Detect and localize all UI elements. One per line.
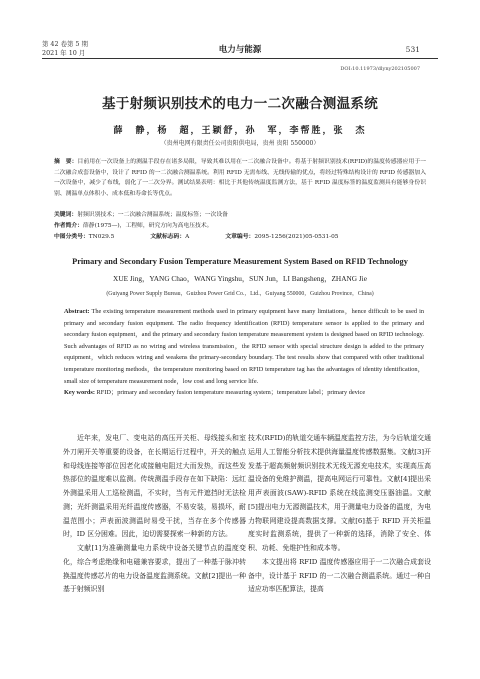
- english-authors: XUE Jing，YANG Chao，WANG Yingshu，SUN Jun，LI Bangsheng，ZHANG Jie: [113, 274, 367, 283]
- header-date: 2021 年 10 月: [42, 48, 86, 57]
- en-keywords-text: RFID；primary and secondary fusion temperature measuring system；temperature label；primary device: [96, 389, 366, 397]
- classification: [54, 232, 426, 243]
- author-info-text: 薛静(1975—)，工程师，研究方向为高电压技术。: [83, 223, 213, 229]
- article-number: 文章编号：2095-1256(2021)05-0531-05: [225, 234, 339, 240]
- chinese-abstract: [54, 157, 426, 199]
- header-divider: [42, 58, 438, 59]
- doi: DOI:10.11973/dlyny202105007: [340, 66, 420, 72]
- authors: 薛 静，杨 超，王颖舒，孙 军，李帮胜，张 杰: [113, 126, 367, 136]
- keywords-label: 关键词：: [54, 212, 78, 218]
- body-column-left: [63, 432, 246, 597]
- body-paragraph: 技术(RFID)的轨道交通车辆温度监控方法，为今后轨道交通运用人工智能分析技术提供海量温度传感数据集。文献[3]开发基于超高频射频识别技术无线无源充电技术，实现高压高温设备的免维护测温，提高电网运行可靠性。文献[4]提出采用声表面波(SAW)-RFID 系统在线监测变压器油温。文献[5]提出电力无源测温技术，用于测量电力设备的温度，为电力物联网建设提高数据支撑。文献[6]基于 RFID 开关柜温度实时监测系统，提供了一种新的选择，消除了安全、体积、功耗、免维护性和成本等。: [248, 434, 431, 552]
- en-abstract-text: The existing temperature measurement methods used in primary equipment have many limitations，hence difficult to be used in primary and secondary fusion equipment. The radio frequency identification (RFID) temperature sensor is applied to the primary and secondary fusion equipment，and the primary and secondary fusion temperature measurement system is designed based on RFID technology. Such advantages of RFID as no wiring and wireless transmission，the RFID sensor with special structure design is added to the primary equipment，which reduces wiring and weakens the primary-secondary boundary. The test results show that compared with other traditional temperature monitoring methods，the temperature monitoring based on RFID temperature tag has the advantages of identity identification，small size of temperature measurement node，low cost and long service life.: [64, 308, 424, 385]
- body-column-right: [248, 432, 431, 597]
- english-title: Primary and Secondary Fusion Temperature Measurement System Based on RFID Technology: [72, 257, 408, 266]
- en-keywords-label: Key words:: [64, 389, 95, 397]
- paper-title: 基于射频识别技术的电力一二次融合测温系统: [102, 96, 378, 112]
- body-paragraph: 近年来，发电厂、变电站的高压开关柜、母线接头和室外刀闸开关等重要的设备，在长期运行过程中，开关的触点和母线连接等部位因老化或接触电阻过大而发热，而这些发热部位的温度难以监测。传统测温手段存在如下缺陷：远红外测温采用人工巡检测温，不实时，当有元件遮挡时无法检测；光纤测温采用光纤温度传感器，不易安装，易损坏，耐温范围小；声表面波测温时易受干扰，当存在多个传感器时，ID 区分困难。因此，迫切需要探索一种新的方法。: [63, 434, 246, 539]
- document-code: 文献标志码：A: [150, 234, 190, 240]
- author-info: [54, 221, 426, 232]
- body-paragraph: 文献[1]为准确测量电力系统中设备关键节点的温度变化，综合考虑绝缘和电磁兼容要求，提出了一种基于脉冲转换温度传感芯片的电力设备温度监测系统。文献[2]提出一种基于射频识别: [63, 544, 246, 594]
- abstract-label: 摘 要：: [54, 159, 78, 165]
- keywords-text: 射频识别技术；一二次融合测温系统；温度标签；一次设备: [77, 212, 228, 218]
- body-paragraph: 本文提出将 RFID 温度传感器应用于一二次融合成套设备中，设计基于 RFID 的一二次融合测温系统。通过一种自适应功率匹配算法，提高: [248, 557, 431, 594]
- header-journal: 电力与能源: [218, 45, 262, 55]
- english-affiliation: (Guiyang Power Supply Bureau，Guizhou Power Grid Co.，Ltd.，Guiyang 550000，Guizhou Province，China): [106, 291, 374, 297]
- author-info-label: 作者简介：: [54, 223, 83, 229]
- en-abstract-label: Abstract:: [64, 308, 90, 315]
- abstract-text: 目前用在一次设备上的测温手段存在诸多局限，导致其难以用在一二次融合设备中。将基于射频识别技术(RFID)的温度传感器应用于一二次融合成套设备中，设计了 RFID 的一二次融合测温系统。利用 RFID 无需布线、无线传输的优点，将经过特殊结构设计的 RFID 传感器加入一次设备中，减少了布线，弱化了一二次分界。测试结果表明：相比于其他传统温度监测方法，基于 RFID 温度标签的温度监测具有能够身份识别、测温单点体积小、成本低和寿命长等优点。: [54, 159, 426, 197]
- affiliation: （贵州电网有限责任公司贵阳供电局，贵州 贵阳 550000）: [160, 140, 320, 147]
- keywords: [54, 210, 426, 221]
- english-abstract: [64, 306, 424, 399]
- header-page-number: 531: [405, 45, 420, 54]
- header-volume: 第 42 卷第 5 期: [42, 40, 88, 48]
- clc-number: 中图分类号：TN029.5: [54, 234, 115, 240]
